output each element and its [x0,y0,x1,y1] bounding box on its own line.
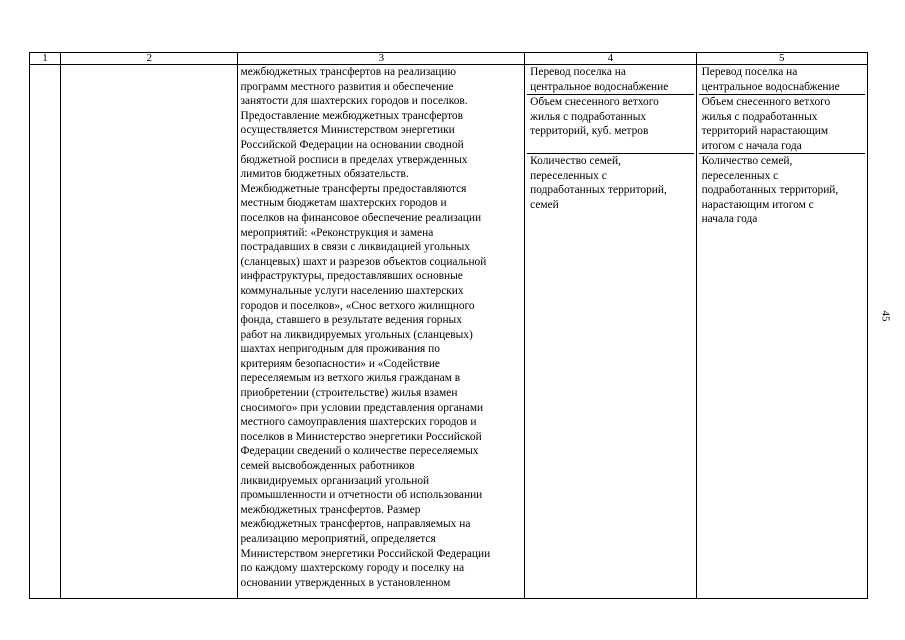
result-demolished-housing: Объем снесенного ветхого жилья с подработанных территорий нарастающим итогом с начала года [699,95,865,154]
indicator-water-supply: Перевод поселка на центральное водоснабжение [527,65,693,95]
header-col-2: 2 [61,53,238,65]
cell-col-3 [238,65,525,599]
cell-col-1 [30,65,61,599]
table-header-row [30,53,868,65]
result-water-supply: Перевод поселка на центральное водоснабжение [699,65,865,95]
cell-col-5 [696,65,867,599]
indicator-resettled-families: Количество семей, переселенных с подработанных территорий, семей [530,155,667,211]
cell-col-4 [525,65,696,599]
header-col-5: 5 [696,53,867,65]
indicator-table [29,52,868,599]
cell-col-2 [61,65,238,599]
result-resettled-families: Количество семей, переселенных с подработанных территорий, нарастающим итогом с начала года [701,155,839,226]
indicator-demolished-housing: Объем снесенного ветхого жилья с подработанных территорий, куб. метров [527,95,693,154]
table-row [30,65,868,599]
header-col-1: 1 [30,53,61,65]
header-col-3: 3 [238,53,525,65]
header-col-4: 4 [525,53,696,65]
page-number: 45 [879,310,892,322]
description-text: межбюджетных трансфертов на реализацию программ местного развития и обеспечение занятости для шахтерских городов и поселков. Предоставление межбюджетных трансфертов осуществляется Министерством энергетики Российской Федерации на основании сводной бюджетной росписи в пределах утвержденных лимитов бюджетных обязательств. Межбюджетные трансферты предоставляются местным бюджетам шахтерских городов и поселков на финансовое обеспечение реализации мероприятий: «Реконструкция и замена пострадавших в связи с ликвидацией угольных (сланцевых) шахт и разрезов объектов социальной инфраструктуры, предоставлявших основные коммунальные услуги населению шахтерских городов и поселков», «Снос ветхого жилищного фонда, ставшего в результате ведения горных работ на ликвидируемых угольных (сланцевых) шахтах непригодным для проживания по критериям безопасности» и «Содействие переселяемым из ветхого жилья гражданам в приобретении (строительстве) жилья взамен сносимого» при условии представления органами местного самоуправления шахтерских городов и поселков в Министерство энергетики Российской Федерации сведений о количестве переселяемых семей высвобожденных работников ликвидируемых организаций угольной промышленности и отчетности об использовании межбюджетных трансфертов. Размер межбюджетных трансфертов, направляемых на реализацию мероприятий, определяется Министерством энергетики Российской Федерации по каждому шахтерскому городу и поселку на основании утвержденных в установленном [240,66,491,589]
